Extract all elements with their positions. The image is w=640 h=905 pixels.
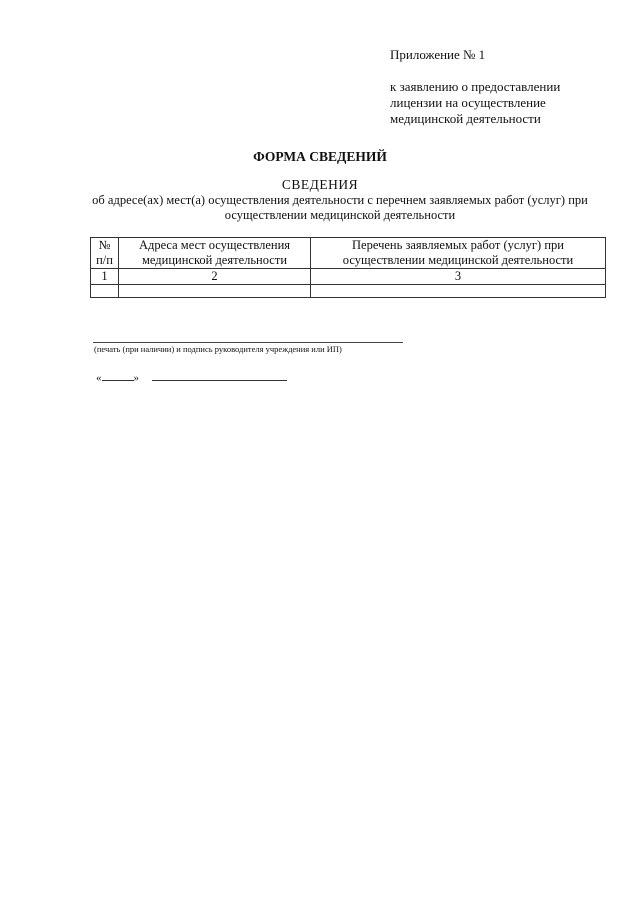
column-number-cell: 2 <box>119 269 311 285</box>
appendix-ref-line: к заявлению о предоставлении <box>390 79 561 94</box>
table-header-row <box>91 238 606 269</box>
table-cell-empty[interactable] <box>119 285 311 298</box>
date-field <box>96 370 287 384</box>
column-header-number: № п/п <box>91 238 119 269</box>
column-number-cell: 3 <box>311 269 606 285</box>
date-close-quote: » <box>133 372 139 384</box>
table-cell-empty[interactable] <box>91 285 119 298</box>
appendix-reference <box>390 79 560 127</box>
appendix-ref-line: медицинской деятельности <box>390 111 541 126</box>
date-month-year-blank[interactable] <box>152 370 287 381</box>
signature-line[interactable] <box>93 342 403 343</box>
table-row <box>91 285 606 298</box>
form-title: ФОРМА СВЕДЕНИЙ <box>253 149 387 164</box>
section-description: об адресе(ах) мест(а) осуществления деятельности с перечнем заявляемых работ (услуг) при осуществлении медицинской деятельности <box>92 193 588 222</box>
appendix-title: Приложение № 1 <box>390 47 486 62</box>
table-column-numbers-row <box>91 269 606 285</box>
column-header-services: Перечень заявляемых работ (услуг) при осуществлении медицинской деятельности <box>311 238 606 269</box>
info-table <box>90 237 606 298</box>
appendix-ref-line: лицензии на осуществление <box>390 95 546 110</box>
column-header-addresses: Адреса мест осуществления медицинской деятельности <box>119 238 311 269</box>
section-heading: СВЕДЕНИЯ <box>281 177 359 192</box>
signature-caption: (печать (при наличии) и подпись руководителя учреждения или ИП) <box>94 344 342 354</box>
table-cell-empty[interactable] <box>311 285 606 298</box>
date-open-quote: « <box>96 372 102 384</box>
date-day-blank[interactable] <box>102 370 134 381</box>
column-number-cell: 1 <box>91 269 119 285</box>
